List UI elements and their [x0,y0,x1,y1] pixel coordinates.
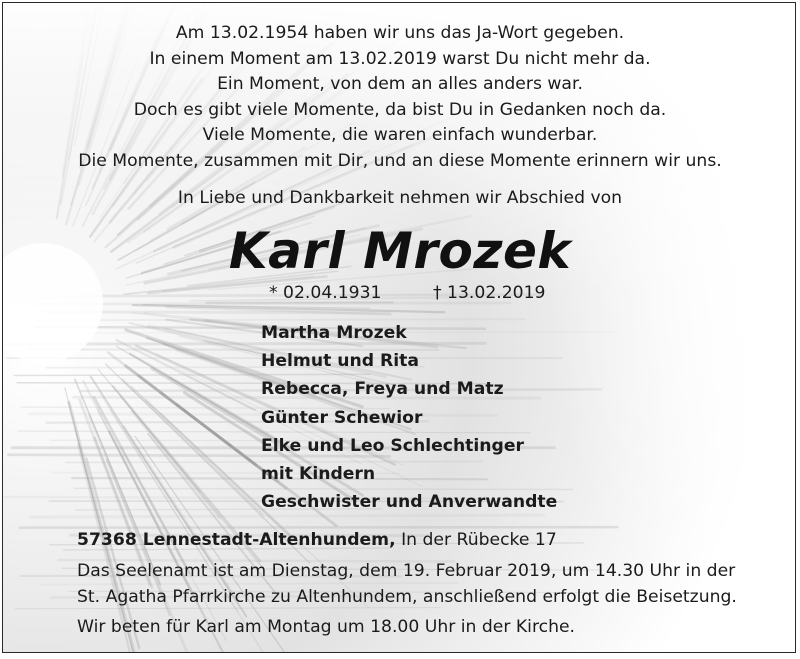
poem-verse [3,21,796,175]
prayer-vigil-info: Wir beten für Karl am Montag um 18.00 Uhr in der Kirche. [77,615,575,639]
mourner-entry: mit Kindern [261,460,557,488]
mourner-entry: Geschwister und Anverwandte [261,488,557,516]
mourners-list [261,319,557,516]
service-line: Das Seelenamt ist am Dienstag, dem 19. Februar 2019, um 14.30 Uhr in der [77,559,737,585]
poem-line: Am 13.02.1954 haben wir uns das Ja-Wort gegeben. [3,21,796,47]
obituary-notice [2,2,796,653]
poem-line: Viele Momente, die waren einfach wunderbar. [3,123,796,149]
mourner-entry: Martha Mrozek [261,319,557,347]
poem-line: In einem Moment am 13.02.2019 warst Du nicht mehr da. [3,47,796,73]
mourner-entry: Elke und Leo Schlechtinger [261,432,557,460]
service-line: St. Agatha Pfarrkirche zu Altenhundem, anschließend erfolgt die Beisetzung. [77,585,737,611]
address-street: In der Rübecke 17 [401,530,557,550]
mourner-entry: Günter Schewior [261,404,557,432]
address-place: 57368 Lennestadt-Altenhundem, [77,530,396,550]
birth-date: * 02.04.1931 [269,281,381,305]
poem-line: Doch es gibt viele Momente, da bist Du in Gedanken noch da. [3,98,796,124]
farewell-intro: In Liebe und Dankbarkeit nehmen wir Abschied von [3,186,796,210]
funeral-service-info [77,559,737,610]
mourner-entry: Helmut und Rita [261,347,557,375]
poem-line: Ein Moment, von dem an alles anders war. [3,72,796,98]
deceased-name: Karl Mrozek [3,216,796,286]
death-date: † 13.02.2019 [433,281,545,305]
family-address [77,528,557,552]
poem-line: Die Momente, zusammen mit Dir, und an diese Momente erinnern wir uns. [3,149,796,175]
mourner-entry: Rebecca, Freya und Matz [261,375,557,403]
